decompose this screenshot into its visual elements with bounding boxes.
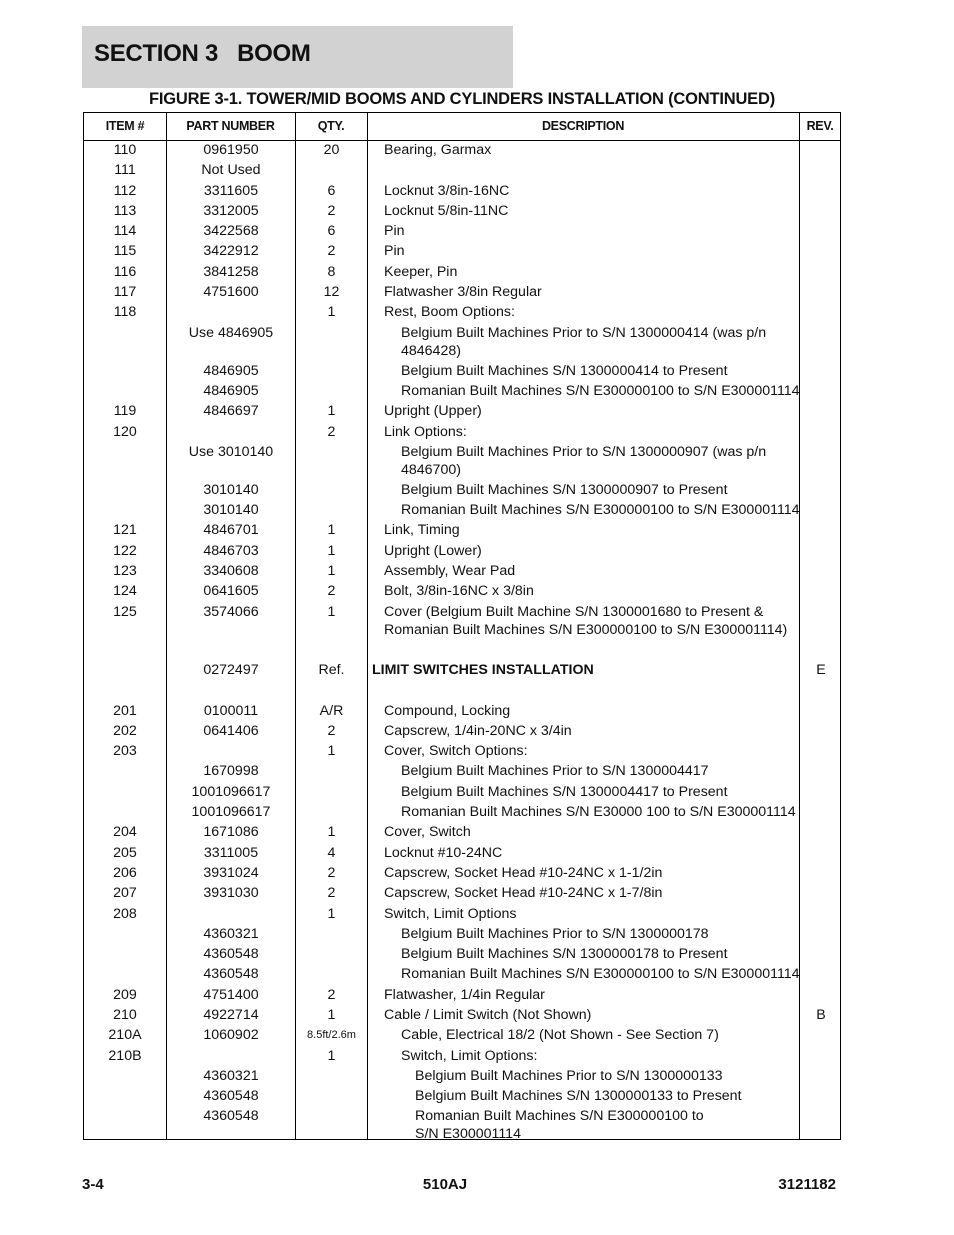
qty-cell: 1 <box>327 1006 336 1023</box>
qty-cell: 2 <box>327 722 336 739</box>
item-cell: 210 <box>113 1006 137 1023</box>
qty-cell: Ref. <box>318 661 345 678</box>
qty-cell: A/R <box>319 702 344 719</box>
item-cell: 205 <box>113 844 137 861</box>
table-row <box>84 965 840 985</box>
item-cell: 115 <box>113 243 137 260</box>
table-row <box>84 382 840 402</box>
qty-cell: 1 <box>327 1047 336 1064</box>
qty-cell: 1 <box>327 603 336 620</box>
qty-cell: 2 <box>327 423 336 440</box>
description-cell: Belgium Built Machines S/N 1300000414 to Present <box>401 362 728 379</box>
table-row <box>84 945 840 965</box>
header-rev: REV. <box>806 119 834 133</box>
table-row <box>84 242 840 262</box>
description-cell: Cover, Switch <box>384 824 471 841</box>
part-number-cell: 3311605 <box>203 182 259 199</box>
table-row <box>84 905 840 925</box>
table-row <box>84 202 840 222</box>
table-row <box>84 864 840 884</box>
description-cell: Belgium Built Machines S/N 1300000178 to Present <box>401 946 728 963</box>
table-row <box>84 844 840 864</box>
description-cell: Romanian Built Machines S/N E300000100 to S/N E300001114 <box>401 502 800 519</box>
description-cell: Romanian Built Machines S/N E300000100 to S/N E300001114 <box>401 966 800 983</box>
description-cell: Belgium Built Machines S/N 1300000907 to Present <box>401 481 728 498</box>
part-number-cell: 3312005 <box>203 202 259 219</box>
description-cell: Belgium Built Machines Prior to S/N 1300000133 <box>415 1067 723 1084</box>
table-row <box>84 263 840 283</box>
table-row <box>84 1026 840 1046</box>
qty-cell: 1 <box>327 522 336 539</box>
item-cell: 118 <box>113 304 137 321</box>
item-cell: 206 <box>113 864 137 881</box>
figure-title: FIGURE 3-1. TOWER/MID BOOMS AND CYLINDERS INSTALLATION (CONTINUED) <box>148 90 775 108</box>
part-number-cell: 0641406 <box>203 722 259 739</box>
part-number-cell: 3422912 <box>203 243 259 260</box>
table-row <box>84 603 840 641</box>
table-row <box>84 661 840 681</box>
description-cell: Flatwasher 3/8in Regular <box>384 284 542 301</box>
description-cell: Belgium Built Machines Prior to S/N 1300004417 <box>401 763 709 780</box>
item-cell: 203 <box>113 743 137 760</box>
page-number: 3-4 <box>82 1176 104 1193</box>
item-cell: 116 <box>113 263 137 280</box>
description-cell: Locknut 3/8in-16NC <box>384 182 510 199</box>
table-row <box>84 362 840 382</box>
table-row <box>84 324 840 362</box>
table-row <box>84 762 840 782</box>
qty-cell: 1 <box>327 304 336 321</box>
item-cell: 112 <box>113 182 137 199</box>
part-number-cell: 0100011 <box>203 702 259 719</box>
qty-cell: 1 <box>327 905 336 922</box>
table-row <box>84 182 840 202</box>
part-number-cell: 4360321 <box>203 1067 259 1084</box>
header-description: DESCRIPTION <box>541 119 625 133</box>
part-number-cell: Not Used <box>201 162 261 179</box>
table-row <box>84 402 840 422</box>
part-number-cell: Use 3010140 <box>188 443 274 460</box>
description-cell: Bolt, 3/8in-16NC x 3/8in <box>384 583 534 600</box>
part-number-cell: 4846701 <box>203 522 259 539</box>
part-number-cell: 0272497 <box>203 661 259 678</box>
header-qty: QTY. <box>317 119 345 133</box>
qty-cell: 8 <box>327 263 336 280</box>
item-cell: 122 <box>113 542 137 559</box>
table-row <box>84 582 840 602</box>
table-row <box>84 521 840 541</box>
item-cell: 111 <box>114 162 136 179</box>
table-row <box>84 884 840 904</box>
part-number-cell: 3841258 <box>203 263 259 280</box>
description-cell: Cable / Limit Switch (Not Shown) <box>384 1006 592 1023</box>
qty-cell: 2 <box>327 885 336 902</box>
table-row <box>84 925 840 945</box>
part-number-cell: 4846697 <box>203 403 259 420</box>
description-cell: Rest, Boom Options: <box>384 304 515 321</box>
part-number-cell: 3010140 <box>203 502 259 519</box>
table-row <box>84 1067 840 1087</box>
qty-cell: 8.5ft/2.6m <box>307 1029 356 1042</box>
description-cell: Belgium Built Machines S/N 1300000133 to Present <box>415 1088 742 1105</box>
description-cell: Assembly, Wear Pad <box>384 563 516 580</box>
table-row <box>84 222 840 242</box>
description-cell: Link Options: <box>384 423 467 440</box>
item-cell: 114 <box>113 223 137 240</box>
qty-cell: 2 <box>327 583 336 600</box>
table-row <box>84 283 840 303</box>
part-number-cell: 1670998 <box>203 763 259 780</box>
table-body <box>84 141 840 1145</box>
part-number-cell: 4360548 <box>203 1088 259 1105</box>
table-row <box>84 803 840 823</box>
table-row <box>84 161 840 181</box>
description-cell: Pin <box>384 243 405 260</box>
table-row <box>84 986 840 1006</box>
part-number-cell: 4922714 <box>203 1006 259 1023</box>
table-row <box>84 562 840 582</box>
part-number-cell: 3422568 <box>203 223 259 240</box>
item-cell: 121 <box>113 522 137 539</box>
table-row <box>84 702 840 722</box>
item-cell: 202 <box>113 722 137 739</box>
description-cell: Belgium Built Machines S/N 1300004417 to Present <box>401 783 728 800</box>
description-cell: Pin <box>384 223 405 240</box>
item-cell: 210A <box>108 1027 142 1044</box>
table-row <box>84 1087 840 1107</box>
qty-cell: 2 <box>327 202 336 219</box>
table-row <box>84 783 840 803</box>
description-cell: Switch, Limit Options <box>384 905 517 922</box>
qty-cell: 4 <box>327 844 336 861</box>
qty-cell: 1 <box>327 403 336 420</box>
description-cell: Upright (Lower) <box>384 542 482 559</box>
description-cell: Upright (Upper) <box>384 403 482 420</box>
table-row <box>84 1107 840 1145</box>
item-cell: 210B <box>108 1047 142 1064</box>
qty-cell: 12 <box>323 284 340 301</box>
description-cell: Cable, Electrical 18/2 (Not Shown - See Section 7) <box>401 1027 719 1044</box>
table-row <box>84 1006 840 1026</box>
qty-cell: 1 <box>327 824 336 841</box>
table-row <box>84 722 840 742</box>
description-cell: Capscrew, Socket Head #10-24NC x 1-1/2in <box>384 864 663 881</box>
part-number-cell: 4846905 <box>203 382 259 399</box>
description-cell: Romanian Built Machines S/N E300000100 to S/N E300001114 <box>415 1108 704 1143</box>
item-cell: 208 <box>113 905 137 922</box>
part-number-cell: 3340608 <box>203 563 259 580</box>
qty-cell: 6 <box>327 182 336 199</box>
description-cell: Cover, Switch Options: <box>384 743 528 760</box>
part-number-cell: 3931030 <box>203 885 259 902</box>
table-row <box>84 443 840 481</box>
part-number-cell: 1060902 <box>203 1027 259 1044</box>
part-number-cell: 0641605 <box>203 583 259 600</box>
qty-cell: 2 <box>327 243 336 260</box>
table-row <box>84 423 840 443</box>
qty-cell: 6 <box>327 223 336 240</box>
qty-cell: 1 <box>327 743 336 760</box>
part-number-cell: 1001096617 <box>191 783 271 800</box>
item-cell: 110 <box>113 142 137 158</box>
qty-cell: 20 <box>323 142 340 158</box>
item-cell: 125 <box>113 603 137 620</box>
description-cell: Cover (Belgium Built Machine S/N 1300001680 to Present & Romanian Built Machines S/N E300000100 to S/N E300001114) <box>384 603 788 638</box>
part-number-cell: 4846703 <box>203 542 259 559</box>
part-number-cell: 4360321 <box>203 925 259 942</box>
item-cell: 123 <box>113 563 137 580</box>
item-cell: 124 <box>113 583 137 600</box>
table-row <box>84 303 840 323</box>
header-part-number: PART NUMBER <box>186 119 275 133</box>
qty-cell: 1 <box>327 542 336 559</box>
table-row <box>84 141 840 161</box>
description-cell: Compound, Locking <box>384 702 511 719</box>
description-cell: Capscrew, 1/4in-20NC x 3/4in <box>384 722 572 739</box>
item-cell: 119 <box>113 403 137 420</box>
document-number: 3121182 <box>778 1176 836 1193</box>
part-number-cell: 4751400 <box>203 986 259 1003</box>
qty-cell: 2 <box>327 986 336 1003</box>
part-number-cell: 1001096617 <box>191 804 271 821</box>
description-cell: Bearing, Garmax <box>384 142 492 158</box>
description-cell: LIMIT SWITCHES INSTALLATION <box>372 661 594 678</box>
part-number-cell: 3010140 <box>203 481 259 498</box>
table-row <box>84 542 840 562</box>
item-cell: 201 <box>113 702 137 719</box>
description-cell: Belgium Built Machines Prior to S/N 1300000907 (was p/n 4846700) <box>401 443 767 478</box>
header-item: ITEM # <box>105 119 145 133</box>
table-row <box>84 681 840 701</box>
description-cell: Locknut #10-24NC <box>384 844 503 861</box>
item-cell: 209 <box>113 986 137 1003</box>
table-row <box>84 823 840 843</box>
description-cell: Romanian Built Machines S/N E30000 100 to S/N E300001114 <box>401 804 796 821</box>
rev-cell: B <box>816 1006 826 1023</box>
part-number-cell: 4751600 <box>203 284 259 301</box>
item-cell: 204 <box>113 824 137 841</box>
table-row <box>84 641 840 661</box>
description-cell: Capscrew, Socket Head #10-24NC x 1-7/8in <box>384 885 663 902</box>
table-row <box>84 1047 840 1067</box>
part-number-cell: 4846905 <box>203 362 259 379</box>
part-number-cell: 4360548 <box>203 966 259 983</box>
description-cell: Romanian Built Machines S/N E300000100 to S/N E300001114 <box>401 382 800 399</box>
description-cell: Keeper, Pin <box>384 263 458 280</box>
table-row <box>84 481 840 501</box>
description-cell: Belgium Built Machines Prior to S/N 1300000178 <box>401 925 709 942</box>
table-row <box>84 742 840 762</box>
part-number-cell: Use 4846905 <box>188 324 274 341</box>
item-cell: 120 <box>113 423 137 440</box>
part-number-cell: 4360548 <box>203 1108 259 1125</box>
item-cell: 117 <box>113 284 137 301</box>
item-cell: 113 <box>113 202 137 219</box>
table-row <box>84 501 840 521</box>
qty-cell: 2 <box>327 864 336 881</box>
item-cell: 207 <box>113 885 137 902</box>
description-cell: Locknut 5/8in-11NC <box>384 202 509 219</box>
description-cell: Switch, Limit Options: <box>401 1047 538 1064</box>
description-cell: Flatwasher, 1/4in Regular <box>384 986 545 1003</box>
rev-cell: E <box>816 661 826 678</box>
part-number-cell: 3574066 <box>203 603 259 620</box>
qty-cell: 1 <box>327 563 336 580</box>
part-number-cell: 3931024 <box>203 864 259 881</box>
description-cell: Link, Timing <box>384 522 460 539</box>
part-number-cell: 4360548 <box>203 946 259 963</box>
description-cell: Belgium Built Machines Prior to S/N 1300000414 (was p/n 4846428) <box>401 324 767 359</box>
model-name: 510AJ <box>422 1176 468 1193</box>
part-number-cell: 0961950 <box>203 142 259 158</box>
parts-table <box>83 112 841 1143</box>
section-title: SECTION 3 BOOM <box>94 40 311 67</box>
part-number-cell: 1671086 <box>203 824 259 841</box>
part-number-cell: 3311005 <box>203 844 259 861</box>
